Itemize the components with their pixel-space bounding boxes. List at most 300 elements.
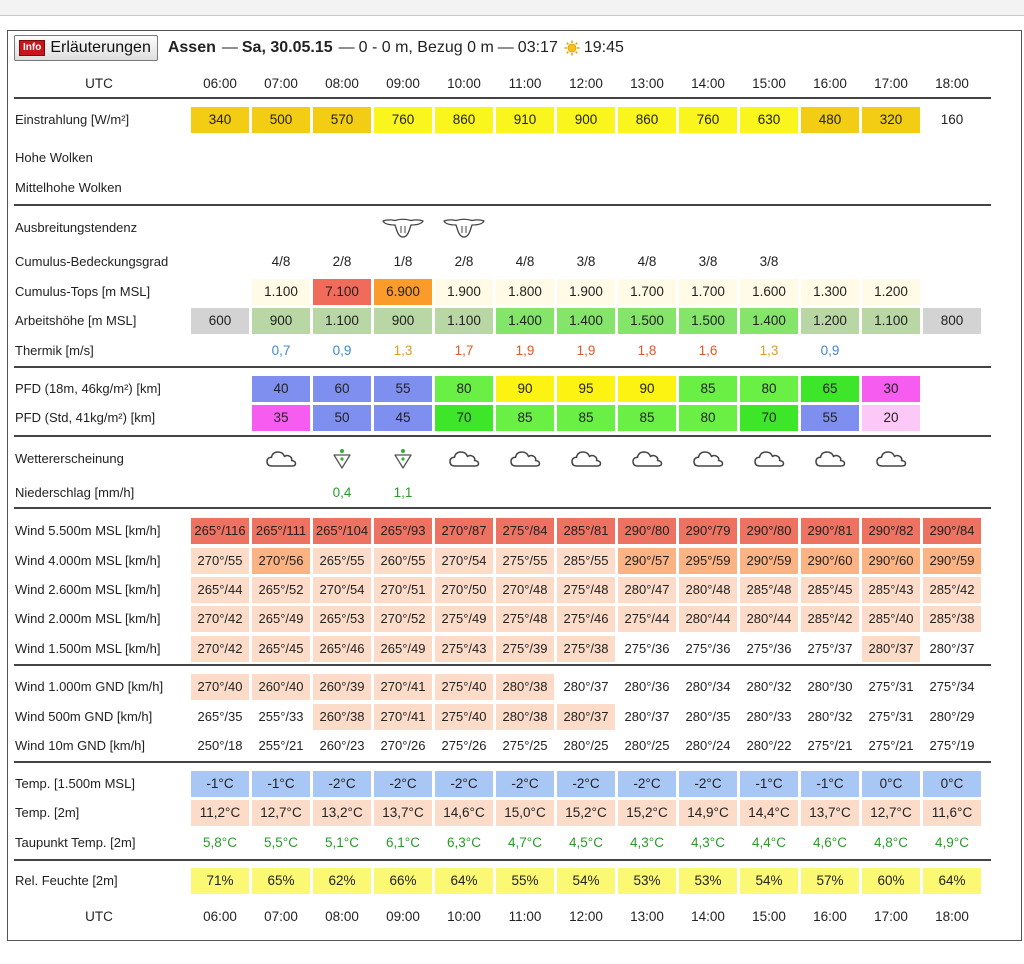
cell-pfd-18m-1400: 85	[679, 376, 737, 402]
cell-wind-1000-1700: 275°/31	[868, 679, 914, 694]
cell-utc-top-1200: 12:00	[569, 76, 603, 91]
cell-wetter-0700	[252, 446, 310, 472]
icon-wrapper	[496, 446, 554, 472]
cell-pfd-std-1200: 85	[557, 405, 615, 431]
cell-wind-500-1200: 280°/37	[557, 704, 615, 730]
cell-temp-1500-1700: 0°C	[862, 771, 920, 797]
cell-cu-tops-1100: 1.800	[496, 279, 554, 305]
section-separator	[14, 366, 991, 368]
row-utc-bottom	[14, 904, 992, 930]
icon-wrapper	[557, 446, 615, 472]
cell-wind-4000-0900: 260°/55	[374, 548, 432, 574]
cloud-icon	[875, 449, 907, 469]
cell-taupunkt-1700: 4,8°C	[874, 835, 908, 850]
spread-tendency-icon	[380, 217, 426, 239]
cell-utc-bottom-1700: 17:00	[874, 909, 908, 924]
cell-feuchte-1100: 55%	[496, 868, 554, 894]
cell-wind-5500-1600: 290°/81	[801, 518, 859, 544]
cell-thermik-1100: 1,9	[515, 343, 535, 358]
row-label: Temp. [2m]	[15, 805, 80, 820]
cell-temp-2m-0700: 12,7°C	[252, 800, 310, 826]
cell-wind-1500-1600: 275°/37	[807, 641, 853, 656]
cell-wind-2000-1700: 285°/40	[862, 606, 920, 632]
cell-feuchte-0700: 65%	[252, 868, 310, 894]
cell-wind-1500-1000: 275°/43	[435, 636, 493, 662]
cell-wind-10-1700: 275°/21	[868, 738, 914, 753]
cell-wind-500-1100: 280°/38	[496, 704, 554, 730]
cell-pfd-18m-0900: 55	[374, 376, 432, 402]
cell-utc-top-1400: 14:00	[691, 76, 725, 91]
row-wind-10	[14, 733, 992, 759]
cell-einstrahlung-1200: 900	[557, 107, 615, 133]
cell-cu-tops-1200: 1.900	[557, 279, 615, 305]
cell-cu-bedeckung-1500: 3/8	[759, 254, 779, 269]
cell-wind-5500-0800: 265°/104	[313, 518, 371, 544]
cell-wind-2000-0600: 270°/42	[191, 606, 249, 632]
row-label: Niederschlag [mm/h]	[15, 485, 135, 500]
row-label: Einstrahlung [W/m²]	[15, 112, 130, 127]
cell-einstrahlung-1500: 630	[740, 107, 798, 133]
cell-wind-10-0700: 255°/21	[258, 738, 304, 753]
cell-utc-bottom-1100: 11:00	[508, 909, 542, 924]
cell-wind-500-0600: 265°/35	[197, 709, 243, 724]
cell-wind-2000-1800: 285°/38	[923, 606, 981, 632]
row-wind-1000	[14, 674, 992, 700]
row-label: PFD (18m, 46kg/m²) [km]	[15, 381, 161, 396]
cell-einstrahlung-1400: 760	[679, 107, 737, 133]
cell-pfd-18m-1300: 90	[618, 376, 676, 402]
icon-wrapper	[862, 446, 920, 472]
cell-temp-1500-1300: -2°C	[618, 771, 676, 797]
cell-wind-10-1800: 275°/19	[929, 738, 975, 753]
cell-wind-2600-0800: 270°/54	[313, 577, 371, 603]
cell-wind-1500-1200: 275°/38	[557, 636, 615, 662]
cell-temp-1500-0700: -1°C	[252, 771, 310, 797]
cell-wind-2000-1100: 275°/48	[496, 606, 554, 632]
cell-wind-1000-1400: 280°/34	[685, 679, 731, 694]
cell-arbeitshoehe-1300: 1.500	[618, 308, 676, 334]
cell-temp-2m-0600: 11,2°C	[191, 800, 249, 826]
cell-wind-4000-1400: 295°/59	[679, 548, 737, 574]
cell-temp-2m-1100: 15,0°C	[496, 800, 554, 826]
cell-wind-4000-1300: 290°/57	[618, 548, 676, 574]
cell-wind-1500-1300: 275°/36	[624, 641, 670, 656]
cell-wind-1000-1200: 280°/37	[563, 679, 609, 694]
cell-wind-2600-1000: 270°/50	[435, 577, 493, 603]
cell-utc-bottom-0800: 08:00	[325, 909, 359, 924]
cell-wind-1500-0900: 265°/49	[374, 636, 432, 662]
cell-pfd-std-0800: 50	[313, 405, 371, 431]
row-arbeitshoehe	[14, 308, 992, 334]
cell-einstrahlung-0900: 760	[374, 107, 432, 133]
cloud-icon	[814, 449, 846, 469]
row-label: Cumulus-Tops [m MSL]	[15, 284, 151, 299]
cell-cu-tops-1400: 1.700	[679, 279, 737, 305]
cell-wind-1000-1300: 280°/36	[624, 679, 670, 694]
cell-wind-4000-1600: 290°/60	[801, 548, 859, 574]
row-label: Wind 4.000m MSL [km/h]	[15, 553, 161, 568]
cell-wind-10-1000: 275°/26	[441, 738, 487, 753]
cell-wind-2600-1500: 285°/48	[740, 577, 798, 603]
cell-thermik-1500: 1,3	[759, 343, 779, 358]
cell-wind-10-0900: 270°/26	[380, 738, 426, 753]
cell-wetter-0800	[313, 446, 371, 472]
row-wind-4000	[14, 548, 992, 574]
cell-einstrahlung-1100: 910	[496, 107, 554, 133]
cell-temp-1500-0900: -2°C	[374, 771, 432, 797]
cell-thermik-1400: 1,6	[698, 343, 718, 358]
cell-taupunkt-0700: 5,5°C	[264, 835, 298, 850]
cell-einstrahlung-0800: 570	[313, 107, 371, 133]
row-wind-5500	[14, 518, 992, 544]
cell-utc-bottom-0900: 09:00	[386, 909, 420, 924]
row-wetter	[14, 446, 992, 472]
cell-taupunkt-1500: 4,4°C	[752, 835, 786, 850]
cell-temp-2m-1300: 15,2°C	[618, 800, 676, 826]
cell-wind-4000-0600: 270°/55	[191, 548, 249, 574]
cell-arbeitshoehe-1100: 1.400	[496, 308, 554, 334]
cell-arbeitshoehe-0900: 900	[374, 308, 432, 334]
cell-temp-2m-1200: 15,2°C	[557, 800, 615, 826]
cell-cu-bedeckung-1200: 3/8	[576, 254, 596, 269]
cell-utc-bottom-1600: 16:00	[813, 909, 847, 924]
cell-wind-1500-0700: 265°/45	[252, 636, 310, 662]
cell-thermik-1000: 1,7	[454, 343, 474, 358]
cell-taupunkt-0600: 5,8°C	[203, 835, 237, 850]
cell-wind-1000-1000: 275°/40	[435, 674, 493, 700]
cell-wind-500-1000: 275°/40	[435, 704, 493, 730]
cell-utc-bottom-1400: 14:00	[691, 909, 725, 924]
cell-taupunkt-1800: 4,9°C	[935, 835, 969, 850]
cell-wind-2600-1200: 275°/48	[557, 577, 615, 603]
cell-cu-bedeckung-1000: 2/8	[454, 254, 474, 269]
sun-icon	[564, 40, 580, 56]
icon-wrapper	[435, 215, 493, 241]
cell-temp-2m-1700: 12,7°C	[862, 800, 920, 826]
cell-taupunkt-1400: 4,3°C	[691, 835, 725, 850]
cell-temp-1500-1400: -2°C	[679, 771, 737, 797]
row-label: Wind 5.500m MSL [km/h]	[15, 523, 161, 538]
cell-feuchte-1500: 54%	[740, 868, 798, 894]
row-feuchte	[14, 868, 992, 894]
cell-wind-4000-1000: 270°/54	[435, 548, 493, 574]
cell-wind-4000-0800: 265°/55	[313, 548, 371, 574]
cell-wind-500-1500: 280°/33	[746, 709, 792, 724]
cell-wind-5500-1000: 270°/87	[435, 518, 493, 544]
cell-temp-2m-0900: 13,7°C	[374, 800, 432, 826]
cell-temp-2m-1800: 11,6°C	[923, 800, 981, 826]
cell-cu-tops-0700: 1.100	[252, 279, 310, 305]
cell-feuchte-1300: 53%	[618, 868, 676, 894]
cell-wind-1000-1600: 280°/30	[807, 679, 853, 694]
cell-pfd-std-1500: 70	[740, 405, 798, 431]
cloud-icon	[631, 449, 663, 469]
cell-pfd-std-1300: 85	[618, 405, 676, 431]
cell-temp-2m-1000: 14,6°C	[435, 800, 493, 826]
cell-utc-bottom-0600: 06:00	[203, 909, 237, 924]
row-pfd-std	[14, 405, 992, 431]
cell-wind-4000-1100: 275°/55	[496, 548, 554, 574]
row-thermik	[14, 338, 992, 364]
section-separator	[14, 507, 991, 509]
row-label: UTC	[85, 76, 113, 91]
cell-wind-4000-1700: 290°/60	[862, 548, 920, 574]
cell-arbeitshoehe-1400: 1.500	[679, 308, 737, 334]
cell-wind-1500-1500: 275°/36	[746, 641, 792, 656]
cell-cu-bedeckung-1100: 4/8	[515, 254, 535, 269]
cell-utc-top-0900: 09:00	[386, 76, 420, 91]
section-separator	[14, 204, 991, 206]
cell-wind-500-0900: 270°/41	[374, 704, 432, 730]
cell-ausbreitung-0900	[374, 215, 432, 241]
cell-wind-2600-1400: 280°/48	[679, 577, 737, 603]
cell-wind-2000-1500: 280°/44	[740, 606, 798, 632]
cell-wind-500-1600: 280°/32	[807, 709, 853, 724]
row-niederschlag	[14, 480, 992, 506]
cell-pfd-std-1400: 80	[679, 405, 737, 431]
cell-utc-top-0600: 06:00	[203, 76, 237, 91]
cell-arbeitshoehe-1000: 1.100	[435, 308, 493, 334]
cell-feuchte-1800: 64%	[923, 868, 981, 894]
cell-feuchte-1200: 54%	[557, 868, 615, 894]
row-temp-2m	[14, 800, 992, 826]
cell-wind-2600-0700: 265°/52	[252, 577, 310, 603]
cell-wind-1500-1100: 275°/39	[496, 636, 554, 662]
cell-temp-2m-1600: 13,7°C	[801, 800, 859, 826]
cell-cu-tops-0800: 7.100	[313, 279, 371, 305]
row-wind-1500	[14, 636, 992, 662]
cell-utc-bottom-1000: 10:00	[447, 909, 481, 924]
spread-tendency-icon	[441, 217, 487, 239]
row-label: Thermik [m/s]	[15, 343, 94, 358]
info-button-label: Erläuterungen	[50, 39, 151, 56]
cell-temp-1500-1000: -2°C	[435, 771, 493, 797]
cell-wind-4000-1200: 285°/55	[557, 548, 615, 574]
cell-wetter-1600	[801, 446, 859, 472]
cell-cu-bedeckung-0800: 2/8	[332, 254, 352, 269]
cell-wind-4000-1500: 290°/59	[740, 548, 798, 574]
cell-wind-2000-0900: 270°/52	[374, 606, 432, 632]
cell-temp-2m-0800: 13,2°C	[313, 800, 371, 826]
cell-wetter-0900	[374, 446, 432, 472]
cell-wind-5500-1700: 290°/82	[862, 518, 920, 544]
cloud-icon	[570, 449, 602, 469]
cell-arbeitshoehe-0800: 1.100	[313, 308, 371, 334]
cell-cu-bedeckung-1400: 3/8	[698, 254, 718, 269]
header-dash-1: —	[221, 39, 238, 56]
cell-einstrahlung-1800: 160	[940, 112, 964, 127]
cell-temp-1500-1100: -2°C	[496, 771, 554, 797]
section-separator	[14, 664, 991, 666]
cell-wind-2000-1000: 275°/49	[435, 606, 493, 632]
cell-wind-1000-0700: 260°/40	[252, 674, 310, 700]
cell-temp-1500-0600: -1°C	[191, 771, 249, 797]
cell-einstrahlung-1700: 320	[862, 107, 920, 133]
cell-taupunkt-1300: 4,3°C	[630, 835, 664, 850]
cell-cu-bedeckung-1300: 4/8	[637, 254, 657, 269]
cell-wind-500-1400: 280°/35	[685, 709, 731, 724]
cell-temp-2m-1400: 14,9°C	[679, 800, 737, 826]
cloud-icon	[753, 449, 785, 469]
cell-ausbreitung-1000	[435, 215, 493, 241]
cell-thermik-0700: 0,7	[271, 343, 291, 358]
section-separator	[14, 859, 991, 861]
section-separator	[14, 761, 991, 763]
cell-pfd-std-1600: 55	[801, 405, 859, 431]
cloud-icon	[692, 449, 724, 469]
cell-arbeitshoehe-1600: 1.200	[801, 308, 859, 334]
info-badge-icon: Info	[19, 40, 45, 56]
cell-wind-5500-0700: 265°/111	[252, 518, 310, 544]
row-pfd-18m	[14, 376, 992, 402]
icon-wrapper	[374, 215, 432, 241]
shower-icon	[393, 448, 413, 470]
cell-wind-500-1800: 280°/29	[929, 709, 975, 724]
cloud-icon	[448, 449, 480, 469]
cell-wind-2000-1600: 285°/42	[801, 606, 859, 632]
cell-temp-1500-0800: -2°C	[313, 771, 371, 797]
cell-feuchte-1600: 57%	[801, 868, 859, 894]
cell-utc-top-1100: 11:00	[508, 76, 542, 91]
row-wind-500	[14, 704, 992, 730]
cell-wind-500-0800: 260°/38	[313, 704, 371, 730]
row-label: PFD (Std, 41kg/m²) [km]	[15, 410, 156, 425]
cell-cu-tops-1700: 1.200	[862, 279, 920, 305]
cell-utc-top-1500: 15:00	[752, 76, 786, 91]
cell-pfd-18m-0700: 40	[252, 376, 310, 402]
cloud-icon	[265, 449, 297, 469]
cell-cu-tops-1300: 1.700	[618, 279, 676, 305]
cell-wind-2000-1400: 280°/44	[679, 606, 737, 632]
cell-pfd-std-0900: 45	[374, 405, 432, 431]
cell-taupunkt-1200: 4,5°C	[569, 835, 603, 850]
cell-wind-1000-1100: 280°/38	[496, 674, 554, 700]
cell-wind-1000-0900: 270°/41	[374, 674, 432, 700]
cell-wetter-1100	[496, 446, 554, 472]
row-label: Wind 10m GND [km/h]	[15, 738, 146, 753]
cell-feuchte-0800: 62%	[313, 868, 371, 894]
cell-pfd-18m-1200: 95	[557, 376, 615, 402]
cell-wind-1500-1800: 280°/37	[929, 641, 975, 656]
cell-wind-5500-1800: 290°/84	[923, 518, 981, 544]
cell-utc-bottom-1500: 15:00	[752, 909, 786, 924]
row-label: Rel. Feuchte [2m]	[15, 873, 118, 888]
cell-einstrahlung-1300: 860	[618, 107, 676, 133]
cell-wind-10-1600: 275°/21	[807, 738, 853, 753]
cell-utc-top-1700: 17:00	[874, 76, 908, 91]
cell-cu-tops-1000: 1.900	[435, 279, 493, 305]
row-cu-tops	[14, 279, 992, 305]
cell-wind-1500-0600: 270°/42	[191, 636, 249, 662]
cell-wind-500-1700: 275°/31	[868, 709, 914, 724]
cell-feuchte-0900: 66%	[374, 868, 432, 894]
cell-utc-top-1000: 10:00	[447, 76, 481, 91]
row-utc-top	[14, 71, 992, 97]
cell-feuchte-0600: 71%	[191, 868, 249, 894]
cell-wind-5500-0900: 265°/93	[374, 518, 432, 544]
row-label: Cumulus-Bedeckungsgrad	[15, 254, 169, 269]
cell-wind-10-1500: 280°/22	[746, 738, 792, 753]
icon-wrapper	[618, 446, 676, 472]
cell-wetter-1300	[618, 446, 676, 472]
cell-utc-top-0800: 08:00	[325, 76, 359, 91]
row-taupunkt	[14, 830, 992, 856]
shower-icon	[332, 448, 352, 470]
cell-wind-10-1400: 280°/24	[685, 738, 731, 753]
info-button[interactable]	[14, 35, 158, 61]
cell-wind-2600-1700: 285°/43	[862, 577, 920, 603]
cell-wind-1000-0600: 270°/40	[191, 674, 249, 700]
cell-wind-5500-1300: 290°/80	[618, 518, 676, 544]
forecast-header	[14, 33, 1004, 63]
icon-wrapper	[313, 446, 371, 472]
header-dash-3: —	[497, 39, 514, 56]
cell-utc-top-1300: 13:00	[630, 76, 664, 91]
cell-wind-2600-1100: 270°/48	[496, 577, 554, 603]
row-label: Mittelhohe Wolken	[15, 180, 122, 195]
location-name: Assen	[167, 39, 216, 56]
cell-niederschlag-0800: 0,4	[332, 485, 352, 500]
cell-wetter-1700	[862, 446, 920, 472]
cell-taupunkt-0900: 6,1°C	[386, 835, 420, 850]
cell-wind-10-0600: 250°/18	[197, 738, 243, 753]
row-label: Wind 1.000m GND [km/h]	[15, 679, 164, 694]
cell-wind-2000-0800: 265°/53	[313, 606, 371, 632]
cell-utc-top-1600: 16:00	[813, 76, 847, 91]
cell-wind-500-0700: 255°/33	[258, 709, 304, 724]
section-separator	[14, 97, 991, 99]
cell-wind-2600-1600: 285°/45	[801, 577, 859, 603]
cell-pfd-18m-1600: 65	[801, 376, 859, 402]
cell-arbeitshoehe-1200: 1.400	[557, 308, 615, 334]
cell-wind-5500-1200: 285°/81	[557, 518, 615, 544]
row-einstrahlung	[14, 107, 992, 133]
cell-wind-1000-1800: 275°/34	[929, 679, 975, 694]
cell-cu-tops-1600: 1.300	[801, 279, 859, 305]
cell-wind-2000-1300: 275°/44	[618, 606, 676, 632]
cell-wind-5500-0600: 265°/116	[191, 518, 249, 544]
cell-utc-top-1800: 18:00	[935, 76, 969, 91]
cell-thermik-1200: 1,9	[576, 343, 596, 358]
cloud-icon	[509, 449, 541, 469]
icon-wrapper	[740, 446, 798, 472]
icon-wrapper	[679, 446, 737, 472]
top-bar	[0, 0, 1024, 16]
row-label: UTC	[85, 909, 113, 924]
row-temp-1500	[14, 771, 992, 797]
row-label: Wind 2.600m MSL [km/h]	[15, 582, 161, 597]
row-wind-2000	[14, 606, 992, 632]
cell-feuchte-1400: 53%	[679, 868, 737, 894]
cell-einstrahlung-1600: 480	[801, 107, 859, 133]
cell-arbeitshoehe-1800: 800	[923, 308, 981, 334]
cell-pfd-18m-1500: 80	[740, 376, 798, 402]
cell-arbeitshoehe-1500: 1.400	[740, 308, 798, 334]
row-label: Temp. [1.500m MSL]	[15, 776, 135, 791]
cell-wind-1500-1700: 280°/37	[862, 636, 920, 662]
cell-cu-bedeckung-0700: 4/8	[271, 254, 291, 269]
cell-wetter-1000	[435, 446, 493, 472]
cell-pfd-std-1000: 70	[435, 405, 493, 431]
cell-taupunkt-0800: 5,1°C	[325, 835, 359, 850]
cell-wind-2600-1300: 280°/47	[618, 577, 676, 603]
icon-wrapper	[801, 446, 859, 472]
cell-arbeitshoehe-1700: 1.100	[862, 308, 920, 334]
row-label: Wind 1.500m MSL [km/h]	[15, 641, 161, 656]
row-hohe-wolken	[14, 145, 992, 171]
cell-wetter-1400	[679, 446, 737, 472]
cell-wind-1500-1400: 275°/36	[685, 641, 731, 656]
